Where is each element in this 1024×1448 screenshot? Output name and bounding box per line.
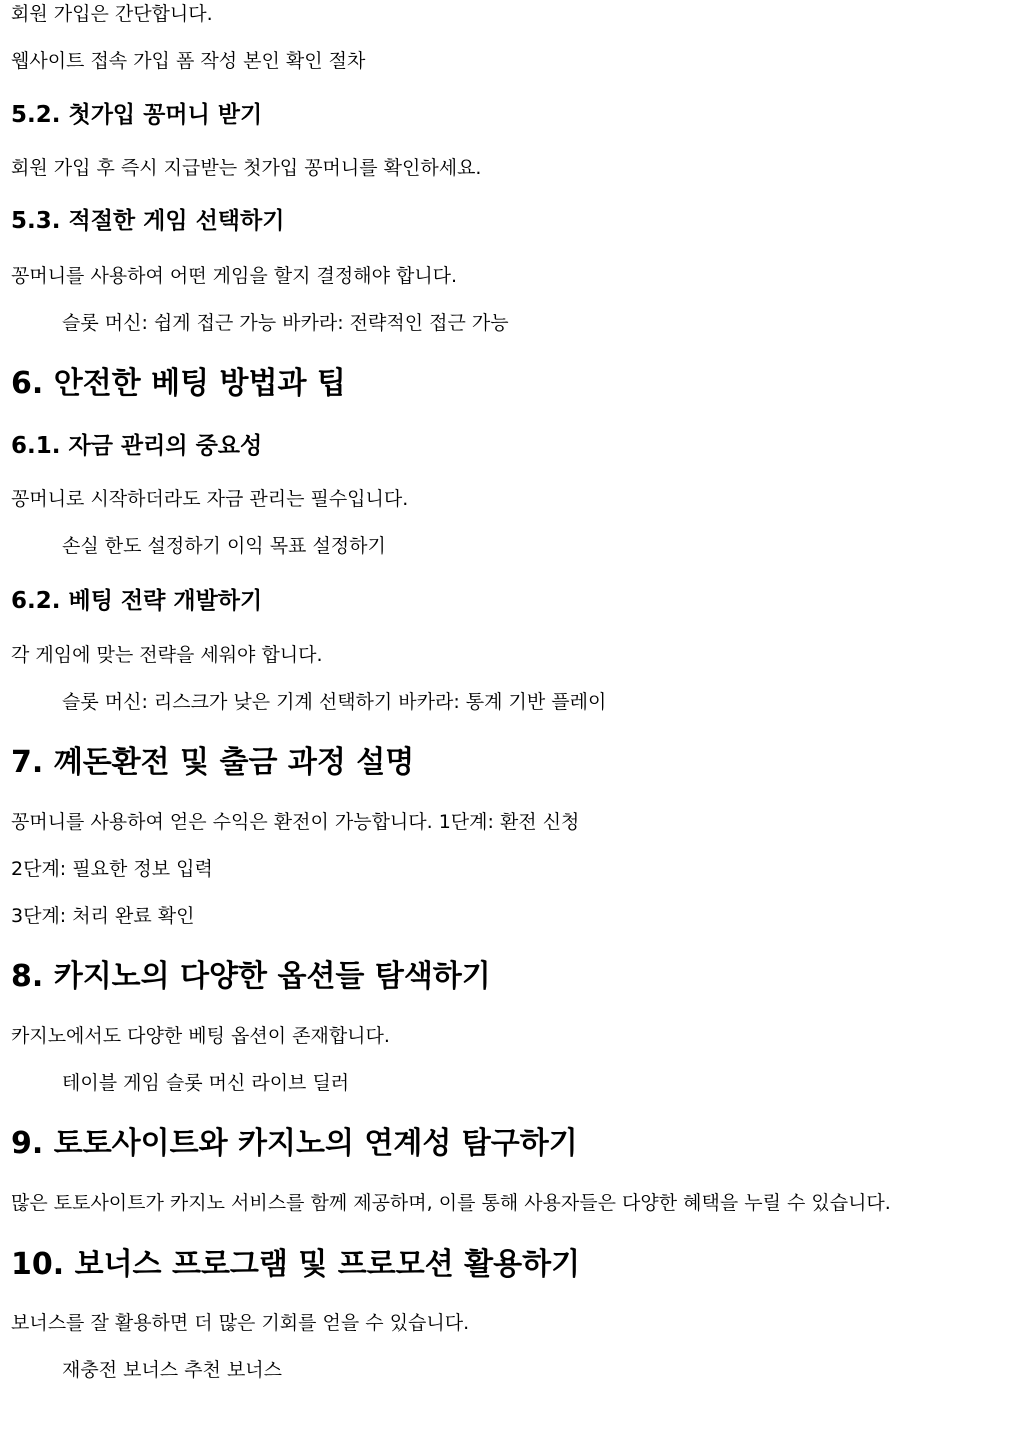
section-5-3-heading: 5.3. 적절한 게임 선택하기 (11, 208, 285, 234)
section-7-heading: 7. 꼐돈환전 및 출금 과정 설명 (11, 745, 415, 780)
section-8-text: 카지노에서도 다양한 베팅 옵션이 존재합니다. (11, 1025, 390, 1047)
section-6-2-text: 각 게임에 맞는 전략을 세워야 합니다. (11, 644, 323, 666)
section-7-step-2: 2단계: 필요한 정보 입력 (11, 858, 213, 880)
intro-signup-text: 회원 가입은 간단합니다. (11, 3, 213, 25)
section-5-2-text: 회원 가입 후 즉시 지급받는 첫가입 꽁머니를 확인하세요. (11, 157, 482, 179)
section-6-2-list: 슬롯 머신: 리스크가 낮은 기계 선택하기 바카라: 통계 기반 플레이 (62, 691, 607, 713)
signup-steps-text: 웹사이트 접속 가입 폼 작성 본인 확인 절차 (11, 50, 366, 72)
section-7-text: 꽁머니를 사용하여 얻은 수익은 환전이 가능합니다. 1단계: 환전 신청 (11, 811, 580, 833)
section-8-list: 테이블 게임 슬롯 머신 라이브 딜러 (62, 1072, 350, 1094)
section-8-heading: 8. 카지노의 다양한 옵션들 탐색하기 (11, 959, 491, 994)
section-10-text: 보너스를 잘 활용하면 더 많은 기회를 얻을 수 있습니다. (11, 1312, 470, 1334)
section-5-3-text: 꽁머니를 사용하여 어떤 게임을 할지 결정해야 합니다. (11, 265, 458, 287)
section-10-heading: 10. 보너스 프로그램 및 프로모션 활용하기 (11, 1247, 581, 1282)
section-6-2-heading: 6.2. 베팅 전략 개발하기 (11, 588, 263, 614)
section-6-1-text: 꽁머니로 시작하더라도 자금 관리는 필수입니다. (11, 488, 409, 510)
section-6-1-heading: 6.1. 자금 관리의 중요성 (11, 433, 263, 459)
section-6-heading: 6. 안전한 베팅 방법과 팁 (11, 366, 346, 401)
section-5-3-list: 슬롯 머신: 쉽게 접근 가능 바카라: 전략적인 접근 가능 (62, 312, 509, 334)
section-6-1-list: 손실 한도 설정하기 이익 목표 설정하기 (62, 535, 386, 557)
section-10-list: 재충전 보너스 추천 보너스 (62, 1359, 283, 1381)
section-5-2-heading: 5.2. 첫가입 꽁머니 받기 (11, 102, 263, 128)
section-9-heading: 9. 토토사이트와 카지노의 연계성 탐구하기 (11, 1126, 578, 1161)
section-7-step-3: 3단계: 처리 완료 확인 (11, 905, 195, 927)
section-9-text: 많은 토토사이트가 카지노 서비스를 함께 제공하며, 이를 통해 사용자들은 다양한 혜택을 누릴 수 있습니다. (11, 1192, 891, 1214)
